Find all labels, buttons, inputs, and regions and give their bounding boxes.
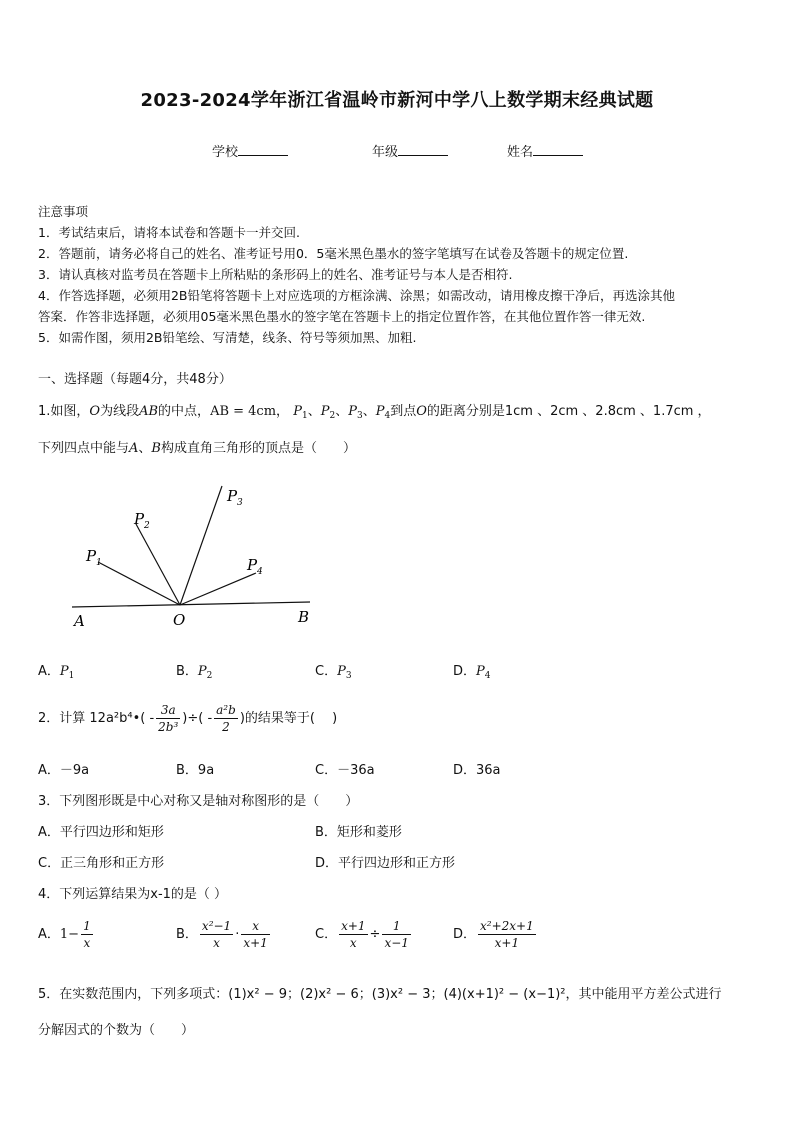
q3-option-d[interactable]: D．平行四边形和正方形 bbox=[315, 856, 456, 871]
q1-text: ， bbox=[276, 404, 290, 419]
q2-option-d[interactable]: D．36a bbox=[453, 763, 501, 778]
notice-item: 2．答题前，请务必将自己的姓名、准考证号用0．5毫米黑色墨水的签字笔填写在试卷及答题卡的规定位置. bbox=[38, 246, 629, 261]
fraction-denominator: x+1 bbox=[494, 936, 520, 950]
option-sub: 3 bbox=[345, 671, 352, 681]
ray-op4 bbox=[180, 573, 256, 605]
q1-option-d[interactable] bbox=[453, 660, 491, 681]
grade-field bbox=[372, 141, 448, 160]
q4-option-a[interactable] bbox=[38, 918, 95, 951]
q1-sub: 1 bbox=[301, 411, 308, 421]
q5-line2: 分解因式的个数为（ ） bbox=[38, 1023, 195, 1038]
q1-option-c[interactable] bbox=[315, 660, 352, 681]
q1-text: 为线段 bbox=[100, 404, 140, 419]
label-p1: P bbox=[86, 547, 97, 565]
q3-option-a[interactable]: A．平行四边形和矩形 bbox=[38, 825, 164, 840]
section-heading: 一、选择题（每题4分，共48分） bbox=[38, 372, 232, 387]
q3-stem: 3．下列图形既是中心对称又是轴对称图形的是（ ） bbox=[38, 794, 359, 809]
q1-text: 的中点， bbox=[158, 404, 211, 419]
notice-item: 答案．作答非选择题，必须用05毫米黑色墨水的签字笔在答题卡上的指定位置作答，在其他位置作答一律无效. bbox=[38, 309, 646, 324]
ray-op3 bbox=[180, 486, 222, 605]
fraction-numerator: x+1 bbox=[341, 919, 366, 933]
notice-item: 4．作答选择题，必须用2B铅笔将答题卡上对应选项的方框涂满、涂黑；如需改动，请用橡皮擦干净后，再选涂其他 bbox=[38, 288, 675, 303]
q1-sep: 、 bbox=[362, 404, 376, 419]
q1-p: P bbox=[320, 404, 330, 419]
option-sub: 1 bbox=[68, 671, 75, 681]
option-operator: · bbox=[235, 927, 240, 942]
fraction-denominator: x−1 bbox=[384, 936, 409, 950]
fraction-denominator: 2 bbox=[222, 720, 230, 734]
fraction-denominator: x bbox=[213, 936, 220, 950]
q1-sub: 2 bbox=[329, 411, 336, 421]
q1-sep: 、 bbox=[335, 404, 349, 419]
fraction-numerator: 1 bbox=[382, 918, 410, 935]
q1-var-b: B bbox=[151, 441, 161, 456]
q1-figure bbox=[60, 476, 330, 636]
q5-line1: 5．在实数范围内，下列多项式：(1)x² − 9；(2)x² − 6；(3)x² − 3；(4)(x+1)² − (x−1)²，其中能用平方差公式进行 bbox=[38, 987, 722, 1002]
option-operator: ÷ bbox=[369, 927, 381, 942]
q1-var-a: A bbox=[129, 441, 139, 456]
fraction-denominator: x+1 bbox=[243, 936, 268, 950]
label-p1-sub: 1 bbox=[96, 558, 102, 568]
q4-option-c[interactable] bbox=[315, 918, 413, 951]
q2-text: 2．计算 12a²b⁴•( - bbox=[38, 711, 155, 726]
option-letter: D． bbox=[453, 927, 477, 942]
q1-sub: 4 bbox=[384, 411, 391, 421]
q1-p: P bbox=[293, 404, 302, 419]
label-p3-sub: 3 bbox=[237, 498, 243, 508]
option-sub: 4 bbox=[484, 671, 491, 681]
option-p: P bbox=[59, 664, 69, 679]
fraction-numerator: x²−1 bbox=[201, 919, 232, 933]
option-letter: B． bbox=[176, 664, 198, 679]
option-p: P bbox=[337, 664, 346, 679]
option-letter: C． bbox=[315, 664, 338, 679]
q1-line1 bbox=[38, 400, 711, 421]
q1-text: 1.如图， bbox=[38, 404, 90, 419]
label-a: A bbox=[74, 612, 85, 630]
fraction-numerator: a²b bbox=[216, 703, 236, 717]
notice-item: 3．请认真核对监考员在答题卡上所粘贴的条形码上的姓名、准考证号与本人是否相符. bbox=[38, 267, 513, 282]
school-blank bbox=[238, 143, 288, 156]
option-p: P bbox=[197, 664, 207, 679]
option-letter: A． bbox=[38, 664, 60, 679]
fraction-denominator: x bbox=[349, 936, 357, 950]
fraction-numerator: x²+2x+1 bbox=[480, 919, 534, 933]
page-title: 2023-2024学年浙江省温岭市新河中学八上数学期末经典试题 bbox=[140, 90, 654, 111]
notice-heading: 注意事项 bbox=[38, 204, 89, 219]
q2-option-b[interactable]: B．9a bbox=[176, 763, 215, 778]
q2-fraction-1 bbox=[156, 702, 180, 735]
q4-option-b[interactable] bbox=[176, 918, 272, 951]
label-b: B bbox=[298, 608, 310, 626]
name-field bbox=[507, 141, 583, 160]
grade-label: 年级 bbox=[372, 145, 399, 160]
line-ab bbox=[72, 602, 310, 607]
q4a-fraction bbox=[81, 918, 93, 951]
q1-var-o: O bbox=[89, 404, 101, 419]
option-letter: D． bbox=[453, 664, 477, 679]
q1-p: P bbox=[348, 404, 357, 419]
grade-blank bbox=[398, 143, 448, 156]
q4c-fraction-2 bbox=[382, 918, 410, 951]
q4b-fraction-2 bbox=[241, 918, 269, 951]
q2-stem bbox=[38, 702, 337, 735]
q2-option-a[interactable]: A．－9a bbox=[38, 763, 90, 778]
q2-text: )÷( - bbox=[182, 711, 213, 726]
name-label: 姓名 bbox=[507, 145, 534, 160]
q1-text: 下列四点中能与 bbox=[38, 441, 130, 456]
label-p4-sub: 4 bbox=[257, 567, 263, 577]
q1-sep: 、 bbox=[138, 441, 152, 456]
q4d-fraction bbox=[478, 918, 536, 951]
fraction-denominator: x bbox=[83, 936, 91, 950]
label-p3: P bbox=[227, 487, 238, 505]
q2-option-c[interactable]: C．－36a bbox=[315, 763, 375, 778]
fraction-numerator: 1 bbox=[83, 919, 91, 933]
q4-option-d[interactable] bbox=[453, 918, 538, 951]
q4-stem: 4．下列运算结果为x-1的是（ ） bbox=[38, 887, 228, 902]
label-p2: P bbox=[134, 510, 145, 528]
option-letter: A． bbox=[38, 927, 60, 942]
q1-option-a[interactable] bbox=[38, 660, 74, 681]
label-p4: P bbox=[247, 556, 258, 574]
school-field bbox=[212, 141, 288, 160]
option-expr: 1− bbox=[59, 927, 80, 942]
notice-item: 5．如需作图，须用2B铅笔绘、写清楚，线条、符号等须加黑、加粗. bbox=[38, 330, 417, 345]
q1-sub: 3 bbox=[356, 411, 363, 421]
school-label: 学校 bbox=[212, 145, 239, 160]
q2-fraction-2 bbox=[214, 702, 238, 735]
q1-text: 到点 bbox=[390, 404, 417, 419]
option-p: P bbox=[476, 664, 485, 679]
fraction-numerator: x bbox=[241, 918, 269, 935]
q1-text: 构成直角三角形的顶点是（ ） bbox=[160, 441, 356, 456]
q4c-fraction-1 bbox=[339, 918, 367, 951]
fraction-denominator: 2b³ bbox=[158, 720, 179, 734]
q1-text: 的距离分别是1cm 、2cm 、2.8cm 、1.7cm ， bbox=[426, 404, 711, 419]
q3-option-c[interactable]: C．正三角形和正方形 bbox=[38, 856, 165, 871]
label-p2-sub: 2 bbox=[144, 521, 150, 531]
q1-var-o: O bbox=[416, 404, 427, 419]
q1-line2 bbox=[38, 437, 356, 456]
q1-var-ab: AB bbox=[139, 404, 159, 419]
label-o: O bbox=[173, 611, 186, 629]
fraction-numerator: 3a bbox=[156, 702, 180, 719]
option-letter: C． bbox=[315, 927, 338, 942]
q4b-fraction-1 bbox=[200, 918, 233, 951]
q1-eq: AB = 4cm bbox=[210, 404, 277, 419]
q1-sep: 、 bbox=[307, 404, 321, 419]
notice-block bbox=[38, 201, 675, 348]
notice-item: 1．考试结束后，请将本试卷和答题卡一并交回. bbox=[38, 225, 300, 240]
option-letter: B． bbox=[176, 927, 198, 942]
q1-option-b[interactable] bbox=[176, 660, 212, 681]
name-blank bbox=[533, 143, 583, 156]
q3-option-b[interactable]: B．矩形和菱形 bbox=[315, 825, 402, 840]
q1-p: P bbox=[375, 404, 385, 419]
option-sub: 2 bbox=[206, 671, 213, 681]
q2-text: )的结果等于( ) bbox=[239, 711, 338, 726]
